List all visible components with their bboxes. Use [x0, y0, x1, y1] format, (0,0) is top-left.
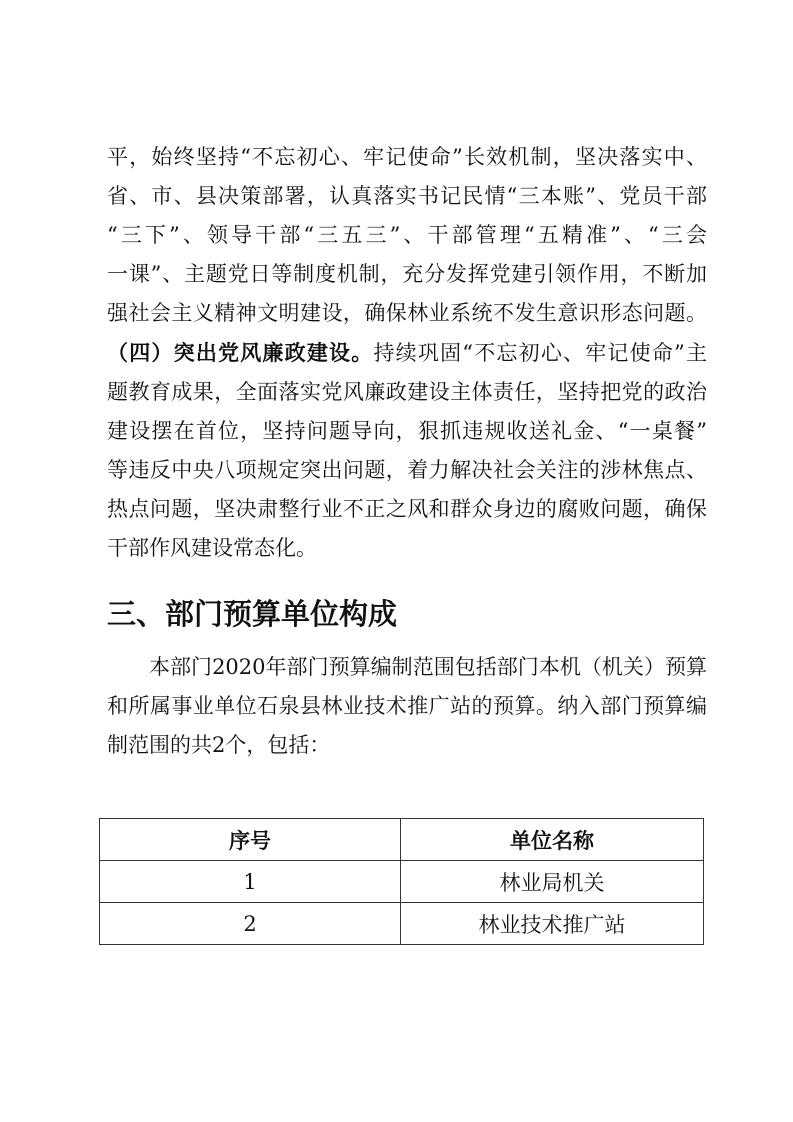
para1-line: 强社会主义精神文明建设，确保林业系统不发生意识形态问题。 — [107, 301, 707, 325]
para2-line: 建设摆在首位，坚持问题导向，狠抓违规收送礼金、“一桌餐” — [107, 419, 707, 443]
para2-line: 干部作风建设常态化。 — [107, 536, 317, 560]
section-title: 三、部门预算单位构成 — [107, 597, 398, 631]
table-header-row — [100, 819, 704, 861]
table-cell-index: 2 — [100, 903, 401, 945]
para2-line: 热点问题，坚决肃整行业不正之风和群众身边的腐败问题，确保 — [107, 497, 707, 521]
para2-line: 等违反中央八项规定突出问题，着力解决社会关注的涉林焦点、 — [107, 458, 707, 482]
para2-first-rest: 持续巩固“不忘初心、牢记使命”主 — [373, 341, 707, 365]
table-cell-index: 1 — [100, 861, 401, 903]
table-header-name: 单位名称 — [401, 819, 704, 861]
para1-line: 一课”、主题党日等制度机制，充分发挥党建引领作用，不断加 — [107, 262, 707, 286]
table-row — [100, 861, 704, 903]
table-cell-name: 林业局机关 — [401, 861, 704, 903]
para3-line: 制范围的共2个，包括： — [107, 733, 331, 757]
table-row — [100, 903, 704, 945]
para2-first-line — [107, 336, 707, 370]
para3-line: 本部门2020年部门预算编制范围包括部门本机（机关）预算 — [149, 655, 707, 679]
subheading-label: （四）突出党风廉政建设。 — [107, 340, 374, 365]
para1-line: “三下”、领导干部“三五三”、干部管理“五精准”、“三会 — [107, 223, 707, 247]
table-cell-name: 林业技术推广站 — [401, 903, 704, 945]
table-header-index: 序号 — [100, 819, 401, 861]
para1-line: 平，始终坚持“不忘初心、牢记使命”长效机制，坚决落实中、 — [107, 145, 707, 169]
budget-units-table — [99, 818, 704, 945]
para1-line: 省、市、县决策部署，认真落实书记民情“三本账”、党员干部 — [107, 184, 707, 208]
para3-line: 和所属事业单位石泉县林业技术推广站的预算。纳入部门预算编 — [107, 694, 707, 718]
para2-line: 题教育成果，全面落实党风廉政建设主体责任，坚持把党的政治 — [107, 380, 707, 404]
